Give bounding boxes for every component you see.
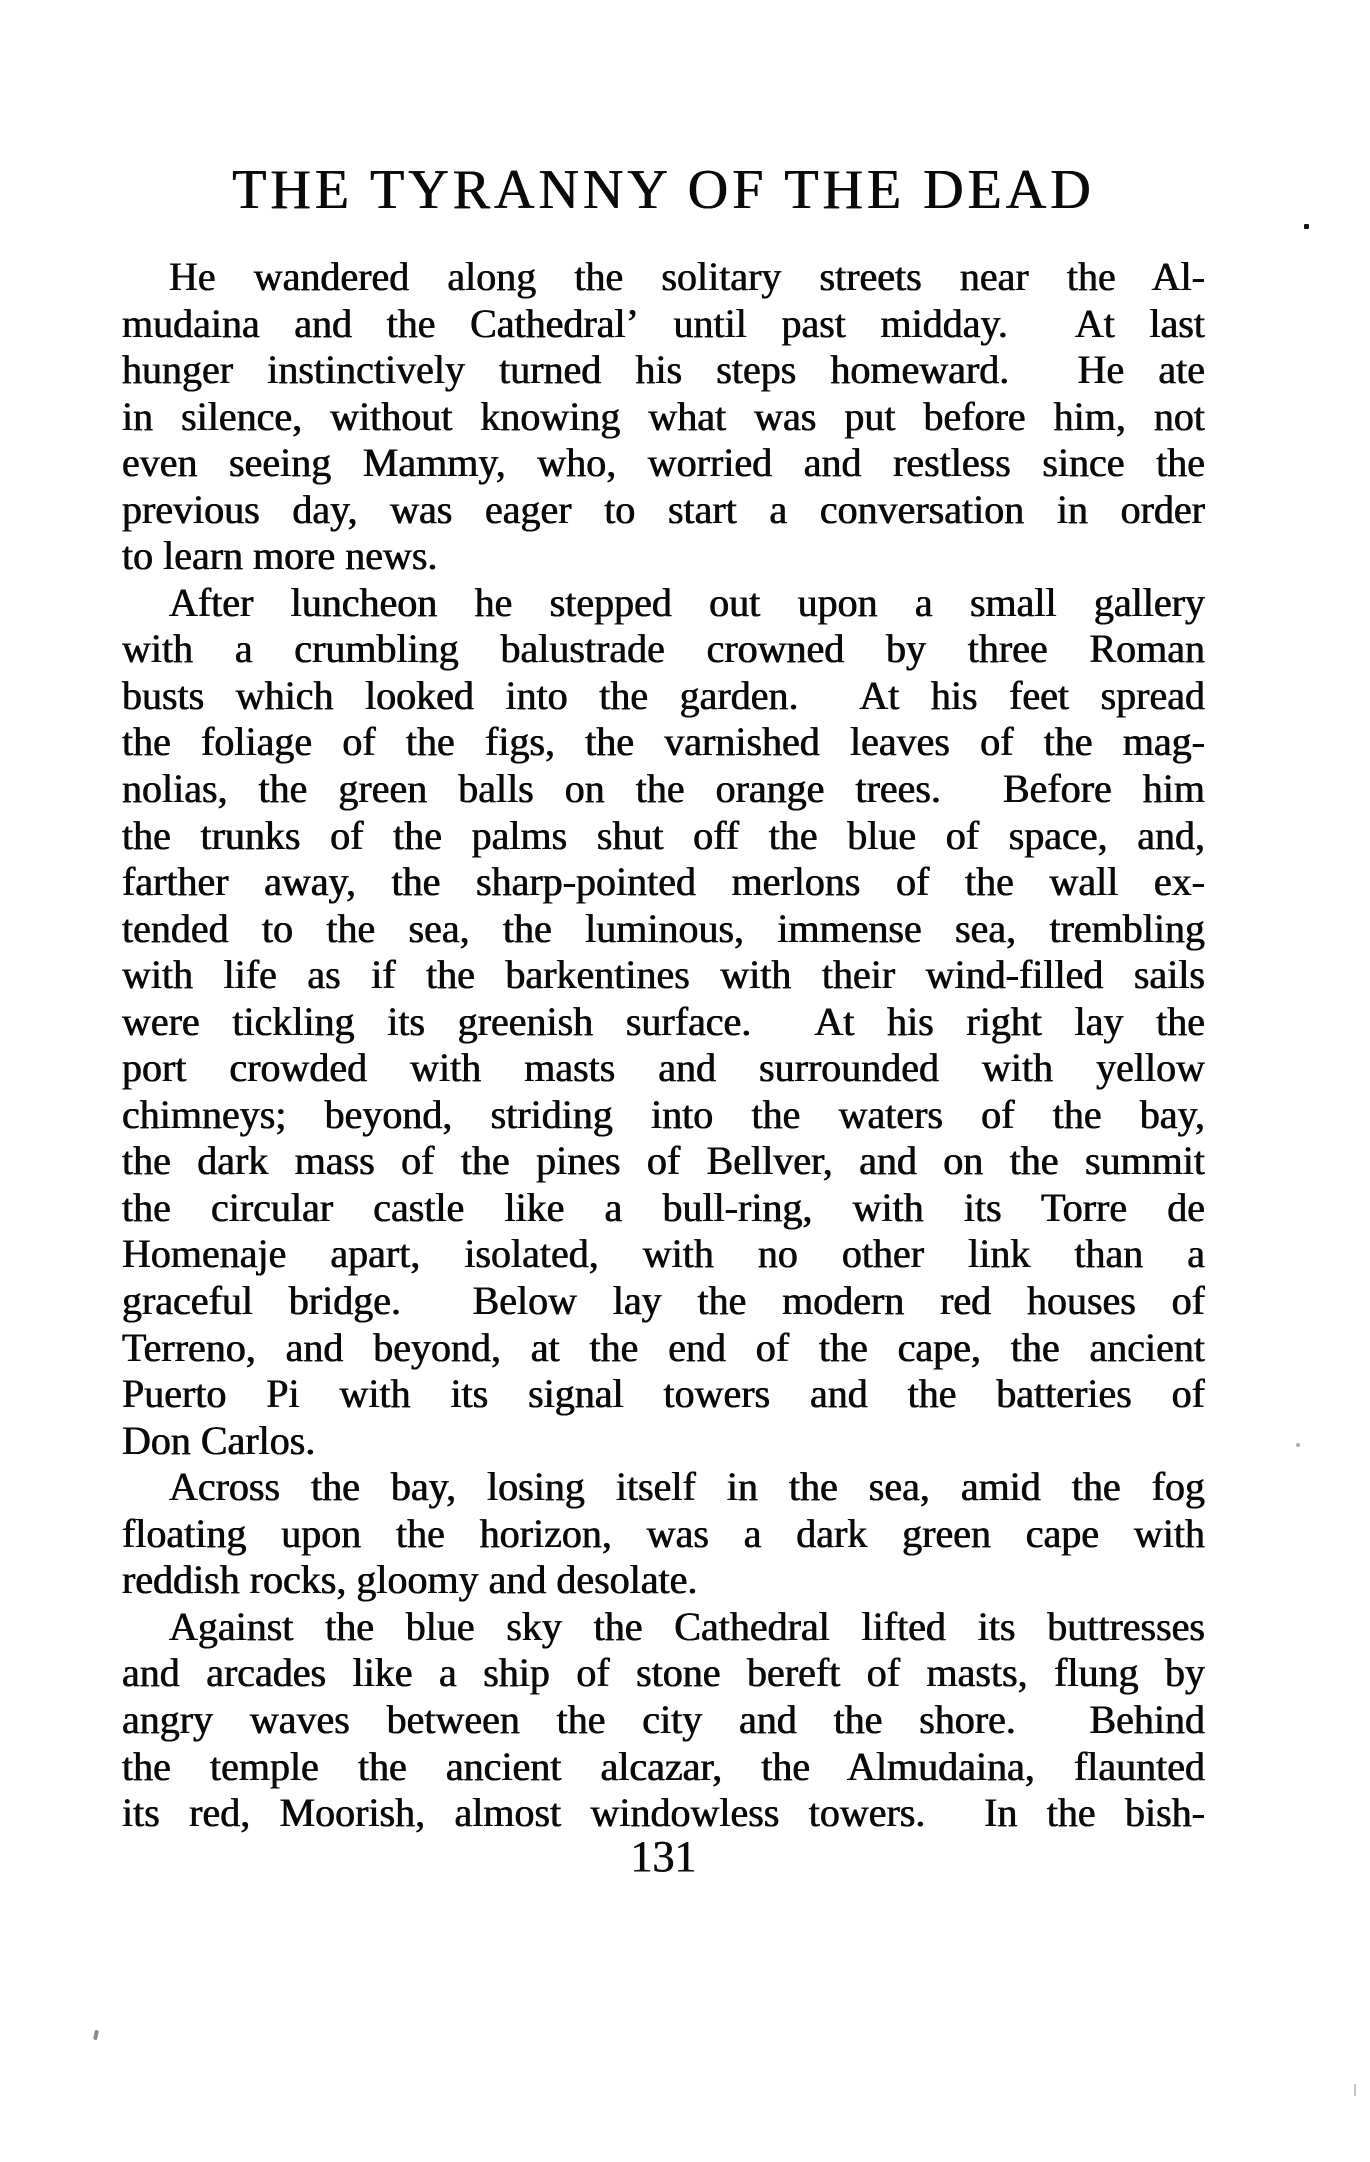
ink-speck (93, 2030, 99, 2041)
text-line: in silence, without knowing what was put before him, not (122, 393, 1205, 439)
text-line: the circular castle like a bull-ring, with its Torre de (122, 1184, 1205, 1230)
text-line: with life as if the barkentines with their wind-filled sails (122, 952, 1205, 998)
text-line: and arcades like a ship of stone bereft of masts, flung by (122, 1650, 1205, 1696)
text-line: previous day, was eager to start a conversation in order (122, 486, 1205, 532)
text-line: the dark mass of the pines of Bellver, and on the summit (122, 1138, 1205, 1184)
page-number: 131 (630, 1832, 697, 1881)
text-line: busts which looked into the garden. At his feet spread (122, 672, 1205, 718)
text-line: hunger instinctively turned his steps homeward. He ate (122, 347, 1205, 393)
text-line: the foliage of the figs, the varnished leaves of the mag- (122, 719, 1205, 765)
text-line: Don Carlos. (122, 1417, 316, 1463)
chapter-title: THE TYRANNY OF THE DEAD (232, 159, 1095, 221)
text-line: Against the blue sky the Cathedral lifted its buttresses (169, 1603, 1205, 1649)
text-line: reddish rocks, gloomy and desolate. (122, 1557, 698, 1603)
text-line: floating upon the horizon, was a dark green cape with (122, 1510, 1205, 1556)
text-line: its red, Moorish, almost windowless towers. In the bish- (122, 1790, 1205, 1836)
text-line: graceful bridge. Below lay the modern red houses of (122, 1278, 1205, 1324)
text-line: nolias, the green balls on the orange trees. Before him (122, 766, 1205, 812)
ink-speck (1304, 224, 1309, 229)
text-line: the trunks of the palms shut off the blue of space, and, (122, 812, 1205, 858)
text-line: the temple the ancient alcazar, the Almudaina, flaunted (122, 1743, 1205, 1789)
text-line: mudaina and the Cathedralʼ until past midday. At last (122, 300, 1205, 346)
text-line: angry waves between the city and the shore. Behind (122, 1696, 1205, 1742)
text-line: Terreno, and beyond, at the end of the cape, the ancient (122, 1324, 1205, 1370)
text-line: He wandered along the solitary streets near the Al- (169, 254, 1205, 299)
text-line: even seeing Mammy, who, worried and restless since the (122, 440, 1205, 486)
text-line: tended to the sea, the luminous, immense sea, trembling (122, 905, 1205, 951)
text-line: chimneys; beyond, striding into the waters of the bay, (122, 1091, 1205, 1137)
text-line: Homenaje apart, isolated, with no other link than a (122, 1231, 1205, 1277)
ink-speck (1296, 1443, 1300, 1447)
text-line: Puerto Pi with its signal towers and the batteries of (122, 1371, 1205, 1417)
text-line: to learn more news. (122, 533, 438, 579)
ink-speck (1354, 2084, 1356, 2096)
text-line: with a crumbling balustrade crowned by three Roman (122, 626, 1205, 672)
text-line: port crowded with masts and surrounded with yellow (122, 1045, 1205, 1091)
body-text (122, 254, 1205, 1837)
text-line: farther away, the sharp-pointed merlons of the wall ex- (122, 859, 1205, 905)
text-line: were tickling its greenish surface. At his right lay the (122, 998, 1205, 1044)
text-line: After luncheon he stepped out upon a small gallery (169, 579, 1205, 625)
text-line: Across the bay, losing itself in the sea, amid the fog (169, 1464, 1205, 1510)
